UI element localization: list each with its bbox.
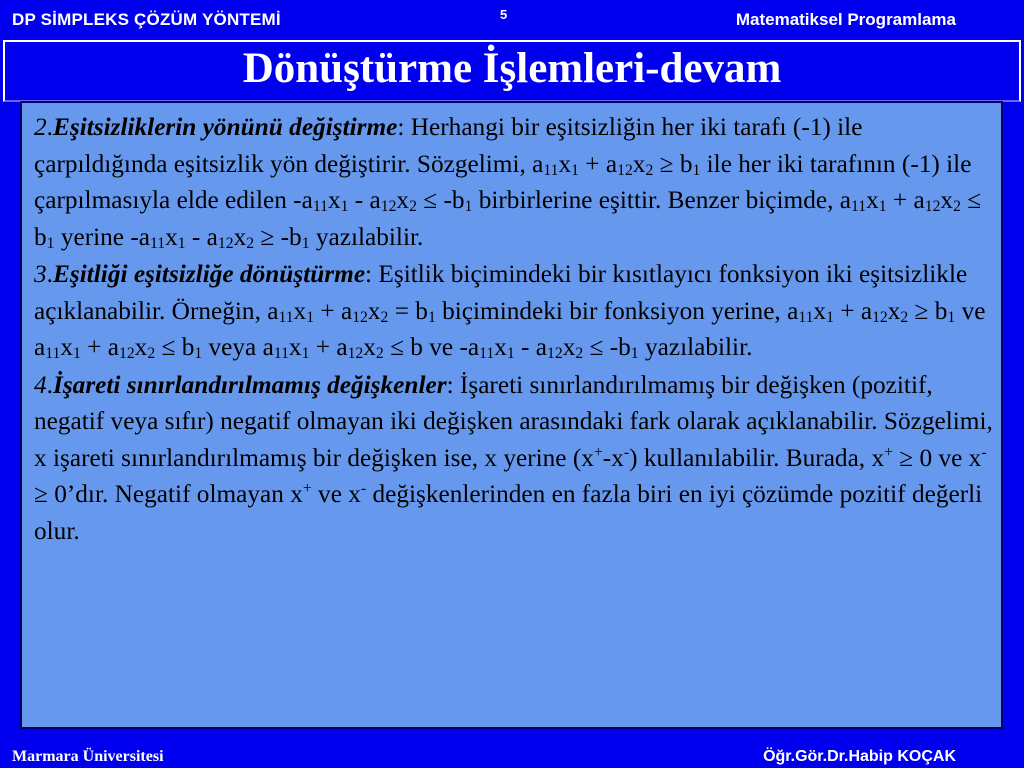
section-heading: Eşitliği eşitsizliğe dönüştürme — [52, 260, 366, 288]
section-4: 4.İşareti sınırlandırılmamış değişkenler: İşareti sınırlandırılmamış bir değişken (pozitif, negatif veya sıfır) negatif olmayan iki değişken arasındaki fark olarak açıklanabilir. Sözgelimi, x işareti sınırlandırılmamış bir değişken ise, x yerine (x+-x-) kullanılabilir. Burada, x+ ≥ 0 ve x-≥ 0’dır. Negatif olmayan x+ ve x- değişkenlerinden en fazla biri en iyi çözümde pozitif değerli olur. — [34, 370, 993, 545]
footer-right: Öğr.Gör.Dr.Habip KOÇAK — [763, 748, 956, 765]
header-right-title: Matematiksel Programlama — [735, 10, 956, 29]
slide-title: Dönüştürme İşlemleri-devam — [242, 45, 782, 92]
page-number: 5 — [500, 7, 508, 22]
section-3: 3.Eşitliği eşitsizliğe dönüştürme: Eşitlik biçimindeki bir kısıtlayıcı fonksiyon iki eşitsizlikle açıklanabilir. Örneğin, $a_{11}x_1 + a_{12}x_2 = b_1$ biçimindeki bir fonksiyon yerine, $a_{11}x_1 + a_{12}x_2 \ge b_1$ ve $a_{11}x_1 + a_{12}x_2 \le b_1$ veya $a_{11}x_1 + a_{12}x_2 \le b$ ve $-a_{11}x_1 - a_{12}x_2 \le -b_1$ yazılabilir. — [34, 260, 986, 362]
content-text — [34, 109, 994, 549]
section-2: 2.Eşitsizliklerin yönünü değiştirme: Herhangi bir eşitsizliğin her iki tarafı (-1) ile çarpıldığında eşitsizlik yön değiştirir. Sözgelimi, $a_{11}x_1 + a_{12}x_2 \ge b_1$ ile her iki tarafının (-1) ile çarpılmasıyla elde edilen $-a_{11}x_1 - a_{12}x_2 \le -b_1$ birbirlerine eşittir. Benzer biçimde, $a_{11}x_1 + a_{12}x_2 \le b_1$ yerine $-a_{11}x_1 - a_{12}x_2 \ge -b_1$ yazılabilir. — [34, 113, 982, 252]
header-bar — [0, 0, 1024, 40]
section-number: 4 — [34, 370, 47, 399]
footer-left: Marmara Üniversitesi — [12, 748, 164, 765]
section-number: 2 — [34, 113, 47, 141]
section-heading: İşareti sınırlandırılmamış değişkenler — [52, 370, 447, 399]
section-text: İşareti sınırlandırılmamış bir değişken (pozitif, negatif veya sıfır) negatif olmayan iki değişken arasındaki fark olarak açıklanabilir. Sözgelimi, x işareti sınırlandırılmamış bir değişken ise, x yerine (x+-x-) kullanılabilir. Burada, x+ ≥ 0 ve x-≥ 0’dır. Negatif olmayan x+ ve x- değişkenlerinden en fazla biri en iyi çözümde pozitif değerli olur. — [34, 370, 993, 545]
section-text: Herhangi bir eşitsizliğin her iki tarafı (-1) ile çarpıldığında eşitsizlik yön değiştirir. Sözgelimi, $a_{11}x_1 + a_{12}x_2 \ge b_1$ ile her iki tarafının (-1) ile çarpılmasıyla elde edilen $-a_{11}x_1 - a_{12}x_2 \le -b_1$ birbirlerine eşittir. Benzer biçimde, $a_{11}x_1 + a_{12}x_2 \le b_1$ yerine $-a_{11}x_1 - a_{12}x_2 \ge -b_1$ yazılabilir. — [34, 113, 982, 252]
header-left-title: DP SİMPLEKS ÇÖZÜM YÖNTEMİ — [12, 10, 281, 29]
section-number: 3 — [34, 260, 47, 288]
footer-bar — [0, 742, 1024, 768]
title-box — [3, 40, 1021, 102]
section-heading: Eşitsizliklerin yönünü değiştirme — [52, 113, 398, 141]
section-text: Eşitlik biçimindeki bir kısıtlayıcı fonksiyon iki eşitsizlikle açıklanabilir. Örneğin, $a_{11}x_1 + a_{12}x_2 = b_1$ biçimindeki bir fonksiyon yerine, $a_{11}x_1 + a_{12}x_2 \ge b_1$ ve $a_{11}x_1 + a_{12}x_2 \le b_1$ veya $a_{11}x_1 + a_{12}x_2 \le b$ ve $-a_{11}x_1 - a_{12}x_2 \le -b_1$ yazılabilir. — [34, 260, 986, 362]
content-box — [20, 101, 1003, 729]
